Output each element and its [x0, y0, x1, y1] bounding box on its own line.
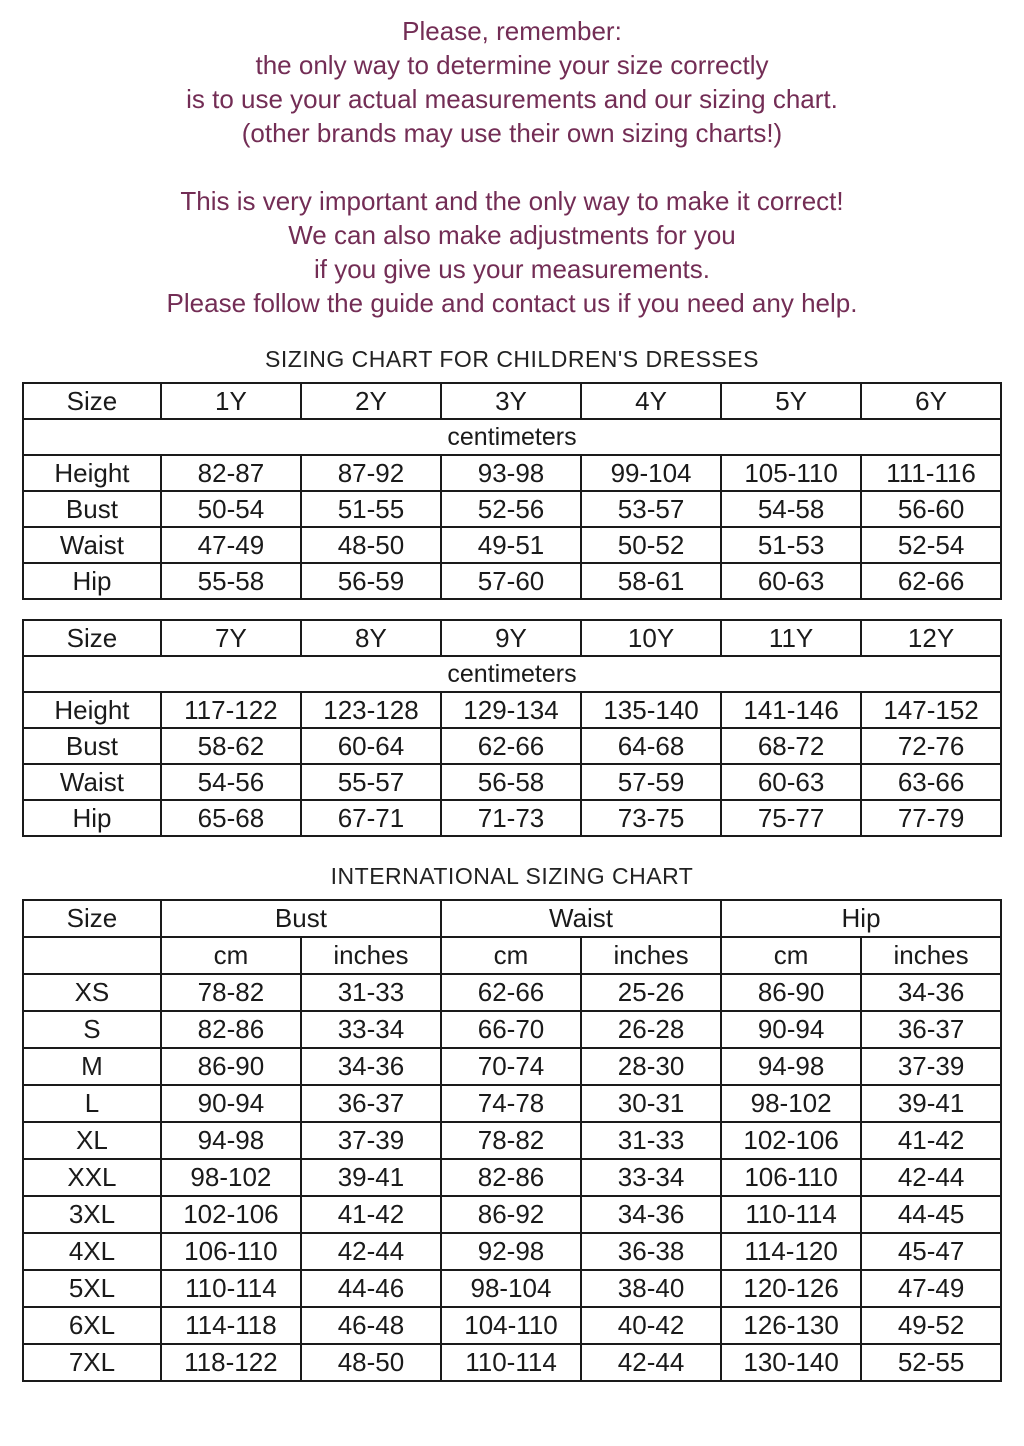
table-cell: 58-62 [161, 728, 301, 764]
table-cell: 48-50 [301, 1344, 441, 1381]
column-header: 8Y [301, 620, 441, 656]
table-row [23, 1196, 1001, 1233]
table-cell: 66-70 [441, 1011, 581, 1048]
table-cell: 37-39 [861, 1048, 1001, 1085]
table-cell: 98-102 [721, 1085, 861, 1122]
column-header: 6Y [861, 383, 1001, 419]
table-row [23, 1011, 1001, 1048]
table-spacer [0, 600, 1024, 619]
unit-label: centimeters [23, 656, 1001, 692]
table-cell: 39-41 [861, 1085, 1001, 1122]
table-header-row [23, 900, 1001, 937]
table-cell: 45-47 [861, 1233, 1001, 1270]
table-cell: 75-77 [721, 800, 861, 836]
table-cell: 141-146 [721, 692, 861, 728]
row-label: Hip [23, 800, 161, 836]
table-cell: 106-110 [721, 1159, 861, 1196]
table-cell: 36-37 [301, 1085, 441, 1122]
table-cell: 86-92 [441, 1196, 581, 1233]
table-row [23, 1270, 1001, 1307]
row-label: 4XL [23, 1233, 161, 1270]
column-header: 10Y [581, 620, 721, 656]
table-cell: 110-114 [161, 1270, 301, 1307]
international-chart-title: INTERNATIONAL SIZING CHART [330, 863, 694, 889]
sizing-chart-page [0, 14, 1024, 1446]
row-label: XXL [23, 1159, 161, 1196]
unit-row [23, 419, 1001, 455]
table-cell: 41-42 [861, 1122, 1001, 1159]
table-cell: 58-61 [581, 563, 721, 599]
row-label: 5XL [23, 1270, 161, 1307]
table-cell: 105-110 [721, 455, 861, 491]
table-cell: 60-63 [721, 764, 861, 800]
table-row [23, 1233, 1001, 1270]
table-cell: 135-140 [581, 692, 721, 728]
intro-line: This is very important and the only way to make it correct! [180, 186, 844, 216]
row-label: Height [23, 692, 161, 728]
column-header: 3Y [441, 383, 581, 419]
table-cell: 56-60 [861, 491, 1001, 527]
table-cell: 40-42 [581, 1307, 721, 1344]
table-cell: 77-79 [861, 800, 1001, 836]
table-cell: 38-40 [581, 1270, 721, 1307]
table-cell: 56-59 [301, 563, 441, 599]
row-label: Waist [23, 764, 161, 800]
column-header-size: Size [23, 383, 161, 419]
table-cell: 74-78 [441, 1085, 581, 1122]
table-cell: 65-68 [161, 800, 301, 836]
table-cell: 36-38 [581, 1233, 721, 1270]
table-cell: 67-71 [301, 800, 441, 836]
table-cell: 31-33 [581, 1122, 721, 1159]
table-cell: 104-110 [441, 1307, 581, 1344]
column-header-hip: Hip [721, 900, 1001, 937]
row-label: 6XL [23, 1307, 161, 1344]
column-header: 7Y [161, 620, 301, 656]
table-cell: 57-59 [581, 764, 721, 800]
table-cell: 53-57 [581, 491, 721, 527]
table-cell: 48-50 [301, 527, 441, 563]
table-cell: 129-134 [441, 692, 581, 728]
table-cell: 63-66 [861, 764, 1001, 800]
column-header-size: Size [23, 900, 161, 937]
table-cell: 31-33 [301, 974, 441, 1011]
table-cell: 86-90 [161, 1048, 301, 1085]
intro-line: (other brands may use their own sizing charts!) [241, 118, 783, 148]
row-label: Hip [23, 563, 161, 599]
table-cell: 147-152 [861, 692, 1001, 728]
table-cell: 54-58 [721, 491, 861, 527]
intro-line: the only way to determine your size correctly [255, 50, 769, 80]
table-cell: 33-34 [581, 1159, 721, 1196]
table-cell: 114-118 [161, 1307, 301, 1344]
table-cell: 42-44 [581, 1344, 721, 1381]
table-row [23, 1085, 1001, 1122]
column-header: 2Y [301, 383, 441, 419]
row-label: M [23, 1048, 161, 1085]
table-cell: 118-122 [161, 1344, 301, 1381]
row-label: L [23, 1085, 161, 1122]
table-cell: 87-92 [301, 455, 441, 491]
row-label: XL [23, 1122, 161, 1159]
table-cell: 120-126 [721, 1270, 861, 1307]
column-header-waist: Waist [441, 900, 721, 937]
column-header-size: Size [23, 620, 161, 656]
table-cell: 126-130 [721, 1307, 861, 1344]
international-sizing-table [22, 899, 1002, 1382]
children-chart-title: SIZING CHART FOR CHILDREN'S DRESSES [265, 346, 759, 372]
unit-header: inches [861, 937, 1001, 974]
column-header: 4Y [581, 383, 721, 419]
table-cell: 90-94 [161, 1085, 301, 1122]
unit-header: cm [161, 937, 301, 974]
table-cell: 44-46 [301, 1270, 441, 1307]
children-sizing-table-1y-6y [22, 382, 1002, 600]
table-cell: 68-72 [721, 728, 861, 764]
intro-line: We can also make adjustments for you [288, 220, 736, 250]
table-cell: 42-44 [301, 1233, 441, 1270]
table-cell: 46-48 [301, 1307, 441, 1344]
table-cell: 72-76 [861, 728, 1001, 764]
table-cell: 98-102 [161, 1159, 301, 1196]
table-cell: 39-41 [301, 1159, 441, 1196]
table-cell: 62-66 [441, 974, 581, 1011]
intro-spacer [0, 150, 1024, 184]
table-cell: 51-53 [721, 527, 861, 563]
table-row [23, 1122, 1001, 1159]
table-cell: 37-39 [301, 1122, 441, 1159]
unit-header-row [23, 937, 1001, 974]
column-header: 5Y [721, 383, 861, 419]
table-cell: 98-104 [441, 1270, 581, 1307]
table-cell: 94-98 [161, 1122, 301, 1159]
table-cell: 55-58 [161, 563, 301, 599]
row-label: 3XL [23, 1196, 161, 1233]
table-row [23, 800, 1001, 836]
table-header-row [23, 620, 1001, 656]
table-cell: 52-54 [861, 527, 1001, 563]
table-cell: 49-52 [861, 1307, 1001, 1344]
row-label: Height [23, 455, 161, 491]
intro-line: is to use your actual measurements and our sizing chart. [186, 84, 838, 114]
table-cell: 36-37 [861, 1011, 1001, 1048]
table-cell: 47-49 [161, 527, 301, 563]
table-cell: 34-36 [581, 1196, 721, 1233]
table-cell: 86-90 [721, 974, 861, 1011]
table-row [23, 491, 1001, 527]
table-cell: 64-68 [581, 728, 721, 764]
row-label: Waist [23, 527, 161, 563]
table-cell: 123-128 [301, 692, 441, 728]
row-label: XS [23, 974, 161, 1011]
table-row [23, 764, 1001, 800]
column-header: 11Y [721, 620, 861, 656]
unit-header: inches [581, 937, 721, 974]
table-cell: 54-56 [161, 764, 301, 800]
table-row [23, 1307, 1001, 1344]
unit-header: cm [721, 937, 861, 974]
intro-line: Please, remember: [402, 16, 622, 46]
row-label: S [23, 1011, 161, 1048]
column-header-bust: Bust [161, 900, 441, 937]
column-header: 9Y [441, 620, 581, 656]
table-cell: 52-55 [861, 1344, 1001, 1381]
table-cell: 52-56 [441, 491, 581, 527]
table-cell: 62-66 [441, 728, 581, 764]
table-cell: 55-57 [301, 764, 441, 800]
table-cell: 33-34 [301, 1011, 441, 1048]
row-label: Bust [23, 491, 161, 527]
unit-row [23, 656, 1001, 692]
row-label: 7XL [23, 1344, 161, 1381]
table-cell: 50-54 [161, 491, 301, 527]
table-cell: 102-106 [721, 1122, 861, 1159]
table-cell: 82-86 [161, 1011, 301, 1048]
table-cell: 90-94 [721, 1011, 861, 1048]
table-cell: 92-98 [441, 1233, 581, 1270]
table-cell: 82-87 [161, 455, 301, 491]
table-cell: 60-63 [721, 563, 861, 599]
table-cell: 110-114 [721, 1196, 861, 1233]
table-row [23, 1159, 1001, 1196]
table-row [23, 692, 1001, 728]
table-cell: 28-30 [581, 1048, 721, 1085]
table-cell: 94-98 [721, 1048, 861, 1085]
table-row [23, 974, 1001, 1011]
table-cell: 70-74 [441, 1048, 581, 1085]
table-cell: 51-55 [301, 491, 441, 527]
intro-line: Please follow the guide and contact us if you need any help. [166, 288, 858, 318]
table-cell: 78-82 [161, 974, 301, 1011]
table-cell: 62-66 [861, 563, 1001, 599]
table-header-row [23, 383, 1001, 419]
table-cell: 102-106 [161, 1196, 301, 1233]
table-cell: 130-140 [721, 1344, 861, 1381]
table-cell: 60-64 [301, 728, 441, 764]
table-cell: 93-98 [441, 455, 581, 491]
table-row [23, 527, 1001, 563]
table-cell: 114-120 [721, 1233, 861, 1270]
column-header: 12Y [861, 620, 1001, 656]
table-row [23, 1344, 1001, 1381]
table-cell: 34-36 [861, 974, 1001, 1011]
table-row [23, 1048, 1001, 1085]
table-cell: 78-82 [441, 1122, 581, 1159]
table-cell: 71-73 [441, 800, 581, 836]
table-row [23, 563, 1001, 599]
intro-line: if you give us your measurements. [314, 254, 710, 284]
table-cell: 57-60 [441, 563, 581, 599]
table-cell: 42-44 [861, 1159, 1001, 1196]
table-cell: 110-114 [441, 1344, 581, 1381]
children-sizing-table-7y-12y [22, 619, 1002, 837]
intro-notice [0, 14, 1024, 320]
table-cell: 44-45 [861, 1196, 1001, 1233]
table-cell: 99-104 [581, 455, 721, 491]
empty-cell [23, 937, 161, 974]
table-cell: 82-86 [441, 1159, 581, 1196]
table-cell: 117-122 [161, 692, 301, 728]
table-cell: 73-75 [581, 800, 721, 836]
table-cell: 49-51 [441, 527, 581, 563]
table-cell: 34-36 [301, 1048, 441, 1085]
table-cell: 56-58 [441, 764, 581, 800]
table-cell: 26-28 [581, 1011, 721, 1048]
table-row [23, 728, 1001, 764]
unit-label: centimeters [23, 419, 1001, 455]
table-row [23, 455, 1001, 491]
table-cell: 111-116 [861, 455, 1001, 491]
column-header: 1Y [161, 383, 301, 419]
table-cell: 50-52 [581, 527, 721, 563]
table-cell: 47-49 [861, 1270, 1001, 1307]
table-cell: 30-31 [581, 1085, 721, 1122]
unit-header: cm [441, 937, 581, 974]
unit-header: inches [301, 937, 441, 974]
row-label: Bust [23, 728, 161, 764]
table-cell: 41-42 [301, 1196, 441, 1233]
table-cell: 25-26 [581, 974, 721, 1011]
table-cell: 106-110 [161, 1233, 301, 1270]
